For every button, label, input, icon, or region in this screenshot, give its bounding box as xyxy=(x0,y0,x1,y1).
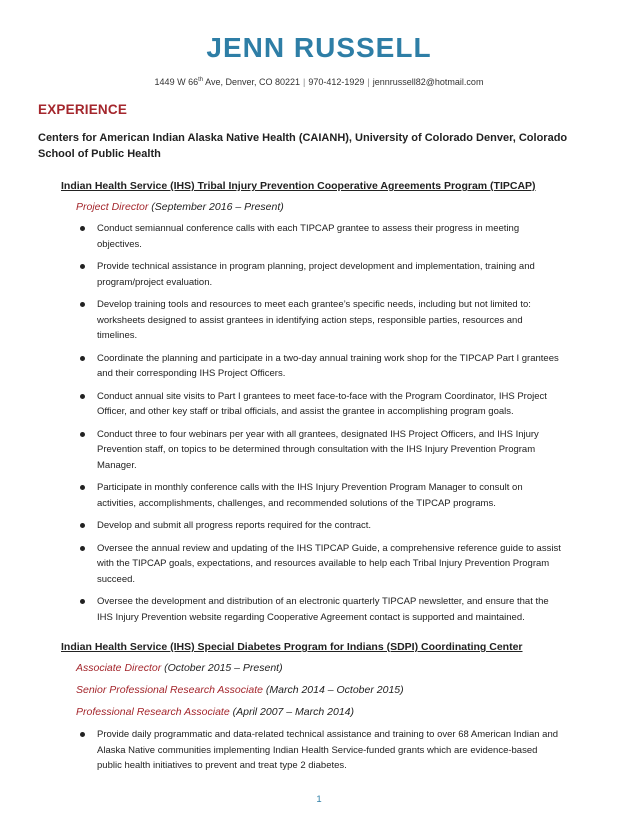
role-dates: (April 2007 – March 2014) xyxy=(229,706,355,718)
bullet-icon xyxy=(80,732,85,737)
address: 1449 W 66th Ave, Denver, CO 80221 xyxy=(154,77,300,87)
role-line xyxy=(76,684,404,696)
list-item: Provide daily programmatic and data-related technical assistance and training to over 68 American Indian and Alaska Native communities implementing Indian Health Service-funded grants which are evidence-based public health initiatives to prevent and treat type 2 diabetes. xyxy=(76,727,564,774)
list-item: Conduct semiannual conference calls with each TIPCAP grantee to assess their progress in meeting objectives. xyxy=(76,221,564,252)
bullet-icon xyxy=(80,599,85,604)
section-title-experience: EXPERIENCE xyxy=(38,102,128,117)
role-title: Associate Director xyxy=(76,662,162,674)
list-item: Develop training tools and resources to meet each grantee’s specific needs, including but not limited to: worksheets designed to assist grantees in identifying action steps, responsible parties, resources and timelines. xyxy=(76,297,564,344)
resume-name: JENN RUSSELL xyxy=(206,32,432,63)
list-item: Coordinate the planning and participate in a two-day annual training work shop for the TIPCAP Part I grantees and their corresponding IHS Project Officers. xyxy=(76,351,564,382)
phone: 970-412-1929 xyxy=(308,77,365,87)
list-item: Participate in monthly conference calls with the IHS Injury Prevention Program Manager to consult on activities, accomplishments, challenges, and recommended solutions of the TIPCAP programs. xyxy=(76,480,564,511)
list-item: Oversee the annual review and updating of the IHS TIPCAP Guide, a comprehensive reference guide to assist with the TIPCAP goals, expectations, and resources available to help each Tribal Injury Prevention Program succeed. xyxy=(76,541,564,588)
separator: | xyxy=(303,77,306,87)
list-item: Conduct three to four webinars per year with all grantees, designated IHS Project Officers, and IHS Injury Prevention staff, on topics to be determined through consultation with the IHS Injury Prevention Program Manager. xyxy=(76,427,564,474)
bullet-icon xyxy=(80,356,85,361)
program-heading-tipcap: Indian Health Service (IHS) Tribal Injury Prevention Cooperative Agreements Program (TIPCAP) xyxy=(61,180,536,192)
role-dates: (March 2014 – October 2015) xyxy=(262,684,404,696)
organization-heading: Centers for American Indian Alaska Native Health (CAIANH), University of Colorado Denver, Colorado School of Public Health xyxy=(38,132,568,160)
page-number: 1 xyxy=(316,794,322,805)
bullet-list-tipcap xyxy=(76,221,564,632)
role-title: Professional Research Associate xyxy=(76,706,230,718)
role-title: Senior Professional Research Associate xyxy=(76,684,263,696)
role-line xyxy=(76,662,283,674)
contact-line xyxy=(0,77,638,87)
program-heading-sdpi: Indian Health Service (IHS) Special Diabetes Program for Indians (SDPI) Coordinating Center xyxy=(61,641,523,653)
role-dates: (October 2015 – Present) xyxy=(161,662,283,674)
list-item: Conduct annual site visits to Part I grantees to meet face-to-face with the Program Coordinator, IHS Project Officer, and other key staff or tribal officials, and assist the grantee in accomplishing program goals. xyxy=(76,389,564,420)
bullet-icon xyxy=(80,546,85,551)
bullet-icon xyxy=(80,302,85,307)
bullet-icon xyxy=(80,432,85,437)
bullet-icon xyxy=(80,226,85,231)
list-item: Develop and submit all progress reports required for the contract. xyxy=(76,518,564,534)
separator: | xyxy=(367,77,370,87)
role-line xyxy=(76,706,354,718)
bullet-icon xyxy=(80,264,85,269)
role-title: Project Director xyxy=(76,201,149,213)
bullet-list-sdpi xyxy=(76,727,564,781)
bullet-icon xyxy=(80,523,85,528)
bullet-icon xyxy=(80,394,85,399)
list-item: Provide technical assistance in program planning, project development and implementation, training and program/project evaluation. xyxy=(76,259,564,290)
role-dates: (September 2016 – Present) xyxy=(148,201,284,213)
bullet-icon xyxy=(80,485,85,490)
list-item: Oversee the development and distribution of an electronic quarterly TIPCAP newsletter, and ensure that the IHS Injury Prevention website regarding Cooperative Agreement contact is supported and maintained. xyxy=(76,594,564,625)
role-line xyxy=(76,201,284,213)
email[interactable]: jennrussell82@hotmail.com xyxy=(372,77,484,87)
